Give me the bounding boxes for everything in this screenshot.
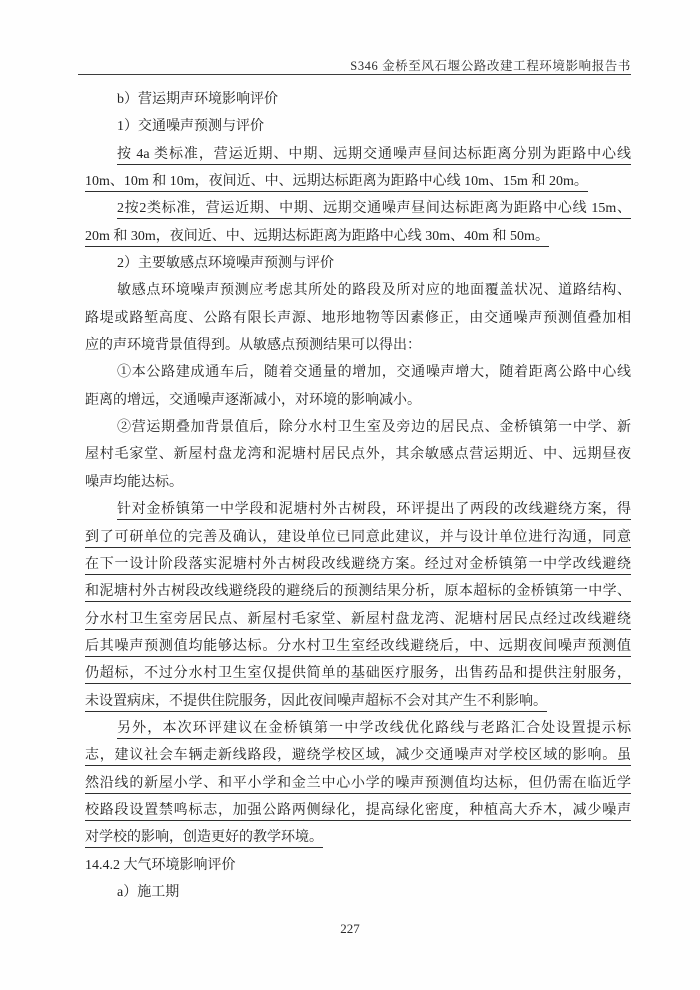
text-line: 在下一设计阶段落实泥塘村外古树段改线避绕方案。经过对金桥镇第一中学改线避绕 — [85, 551, 631, 578]
text-line: 校路段设置禁鸣标志，加强公路两侧绿化，提高绿化密度，种植高大乔木，减少噪声 — [85, 797, 631, 824]
text-line: 2按2类标准，营运近期、中期、远期交通噪声昼间达标距离为距路中心线 15m、 — [85, 195, 631, 222]
text-line: ②营运期叠加背景值后，除分水村卫生室及旁边的居民点、金桥镇第一中学、新 — [117, 420, 631, 436]
text-line: 和泥塘村外古树段改线避绕段的避绕后的预测结果分析，原本超标的金桥镇第一中学、 — [85, 578, 631, 605]
text-line: 屋村毛家堂、新屋村盘龙湾和泥塘村居民点外，其余敏感点营运期近、中、远期昼夜 — [85, 447, 631, 463]
para-conclusion-1 — [85, 359, 631, 414]
text-line: 按 4a 类标准，营运近期、中期、远期交通噪声昼间达标距离分别为距路中心线 — [85, 141, 631, 168]
document-body — [85, 86, 631, 906]
subheading-operation-noise — [85, 86, 631, 113]
text-line: 针对金桥镇第一中学段和泥塘村外古树段，环评提出了两段的改线避绕方案，得 — [85, 496, 631, 523]
text-line: 对学校的影响，创造更好的教学环境。 — [85, 824, 631, 851]
subheading-traffic-noise-prediction — [85, 113, 631, 140]
text-line: ①本公路建成通车后，随着交通量的增加，交通噪声增大，随着距离公路中心线 — [117, 365, 631, 381]
text-line: 应的声环境背景值得到。从敏感点预测结果可以得出： — [85, 338, 421, 354]
para-class2-standard — [85, 195, 631, 250]
text-line: 噪声均能达标。 — [85, 474, 183, 490]
heading-14-4-2-air-environment — [85, 852, 631, 879]
header-rule — [78, 74, 631, 75]
text-line: 距离的增远，交通噪声逐渐减小，对环境的影响减小。 — [85, 392, 421, 408]
text-line: 到了可研单位的完善及确认，建设单位已同意此建议，并与设计单位进行沟通，同意 — [85, 524, 631, 551]
para-reroute-analysis — [85, 496, 631, 715]
text-line: 14.4.2 大气环境影响评价 — [85, 857, 236, 873]
para-conclusion-2 — [85, 414, 631, 496]
text-line: 10m、10m 和 10m，夜间近、中、远期达标距离为距路中心线 10m、15m 和 20m。 — [85, 168, 631, 195]
text-line: 分水村卫生室旁居民点、新屋村毛家堂、新屋村盘龙湾、泥塘村居民点经过改线避绕 — [85, 606, 631, 633]
text-line: 2）主要敏感点环境噪声预测与评价 — [117, 256, 334, 272]
text-line: 未设置病床，不提供住院服务，因此夜间噪声超标不会对其产生不利影响。 — [85, 688, 631, 715]
text-line: 然沿线的新屋小学、和平小学和金兰中心小学的噪声预测值均达标，但仍需在临近学 — [85, 770, 631, 797]
text-line: 志，建议社会车辆走新线路段，避绕学校区域，减少交通噪声对学校区域的影响。虽 — [85, 742, 631, 769]
para-class4a-standard — [85, 141, 631, 196]
subheading-sensitive-points — [85, 250, 631, 277]
subheading-construction-period — [85, 879, 631, 906]
text-line: 后其噪声预测值均能够达标。分水村卫生室经改线避绕后，中、远期夜间噪声预测值 — [85, 633, 631, 660]
report-header-title: S346 金桥至风石堰公路改建工程环境影响报告书 — [350, 59, 631, 73]
text-line: a）施工期 — [117, 884, 180, 900]
text-line: b）营运期声环境影响评价 — [117, 92, 278, 107]
text-line: 1）交通噪声预测与评价 — [117, 119, 264, 135]
text-line: 仍超标，不过分水村卫生室仅提供简单的基础医疗服务，出售药品和提供注射服务， — [85, 660, 631, 687]
para-sensitive-prediction-method — [85, 277, 631, 359]
text-line: 路堤或路堑高度、公路有限长声源、地形地物等因素修正，由交通噪声预测值叠加相 — [85, 310, 631, 326]
page-number: 227 — [340, 921, 360, 936]
para-recommendations — [85, 715, 631, 852]
text-line: 20m 和 30m，夜间近、中、远期达标距离为距路中心线 30m、40m 和 50m。 — [85, 223, 631, 250]
text-line: 敏感点环境噪声预测应考虑其所处的路段及所对应的地面覆盖状况、道路结构、 — [117, 283, 631, 299]
text-line: 另外，本次环评建议在金桥镇第一中学改线优化路线与老路汇合处设置提示标 — [85, 715, 631, 742]
